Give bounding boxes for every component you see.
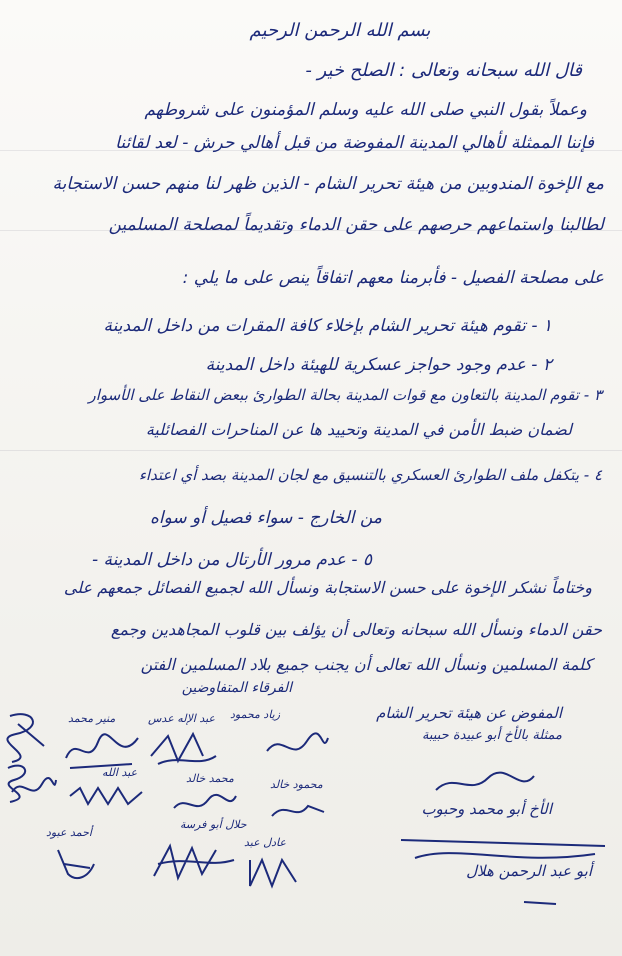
clause-3-continued: لضمان ضبط الأمن في المدينة وتحييد ها عن المناحرات الفصائلية <box>145 420 572 439</box>
signatory-name: عادل عبد <box>244 836 286 849</box>
ruled-line <box>0 450 622 451</box>
signature-mark <box>262 726 332 766</box>
signature-mark <box>8 772 58 806</box>
signature-mark <box>50 844 100 884</box>
signature-mark <box>430 768 540 800</box>
signatory-name: أحمد عبود <box>46 826 92 839</box>
signature-mark <box>268 796 328 826</box>
body-line-5: على مصلحة الفصيل - فأبرمنا معهم اتفاقاً ينص على ما يلي : <box>182 268 604 288</box>
closing-label: الفرقاء المتفاوضين <box>181 680 292 696</box>
body-line-3: مع الإخوة المندوبين من هيئة تحرير الشام - الذين ظهر لنا منهم حسن الاستجابة <box>52 174 604 194</box>
clause-4-continued: من الخارج - سواء فصيل أو سواه <box>149 508 382 528</box>
signatory-name-right: أبو عبد الرحمن هلال <box>466 862 592 880</box>
signatory-name-right: الأخ أبو محمد وحبوب <box>421 800 552 818</box>
signature-mark <box>148 838 238 884</box>
signature-mark <box>66 782 146 810</box>
clause-4: ٤ - يتكفل ملف الطوارئ العسكري بالتنسيق مع لجان المدينة بصد أي اعتداء <box>138 466 602 484</box>
closing-line-2: حقن الدماء ونسأل الله سبحانه وتعالى أن يؤلف بين قلوب المجاهدين وجمع <box>110 620 602 639</box>
signatory-name: حلال أبو فرسة <box>180 818 247 831</box>
signatory-name: منير محمد <box>68 712 116 725</box>
body-line-1: وعملاً بقول النبي صلى الله عليه وسلم المؤمنون على شروطهم <box>144 100 587 120</box>
hts-representative-sub: ممثلة بالأخ أبو عبيدة حبيبة <box>421 728 562 743</box>
signature-mark <box>244 852 304 892</box>
body-line-2: فإننا الممثلة لأهالي المدينة المفوضة من قبل أهالي حرش - لعد لقائنا <box>115 133 594 153</box>
clause-5: ٥ - عدم مرور الأرتال من داخل المدينة - <box>91 550 372 570</box>
hts-representative: المفوض عن هيئة تحرير الشام <box>376 704 562 722</box>
clause-3: ٣ - تقوم المدينة بالتعاون مع قوات المدينة بحالة الطوارئ ببعض النقاط على الأسوار <box>88 386 602 404</box>
signature-mark <box>170 790 240 820</box>
signatory-name: عبد الإله عدس <box>148 712 215 725</box>
signatory-name: عبد الله <box>102 766 138 779</box>
opening-verse: قال الله سبحانه وتعالى : الصلح خير - <box>305 60 582 81</box>
signature-mark <box>148 726 218 771</box>
basmala: بسم الله الرحمن الرحيم <box>249 20 431 41</box>
signatory-name: محمد خالد <box>186 772 234 785</box>
closing-line-1: وختاماً نشكر الإخوة على حسن الاستجابة ونسأل الله لجميع الفصائل جمعهم على <box>63 578 592 597</box>
signature-mark <box>520 892 560 912</box>
closing-line-3: كلمة المسلمين ونسأل الله تعالى أن يجنب جميع بلاد المسلمين الفتن <box>140 655 592 674</box>
signatory-name: محمود خالد <box>270 778 323 791</box>
body-line-4: لطالبنا واستماعهم حرصهم على حقن الدماء وتقديماً لمصلحة المسلمين <box>108 215 604 235</box>
clause-1: ١ - تقوم هيئة تحرير الشام بإخلاء كافة المقرات من داخل المدينة <box>103 316 552 336</box>
clause-2: ٢ - عدم وجود حواجز عسكرية للهيئة داخل المدينة <box>205 355 552 375</box>
signatory-name: زياد محمود <box>230 708 281 721</box>
